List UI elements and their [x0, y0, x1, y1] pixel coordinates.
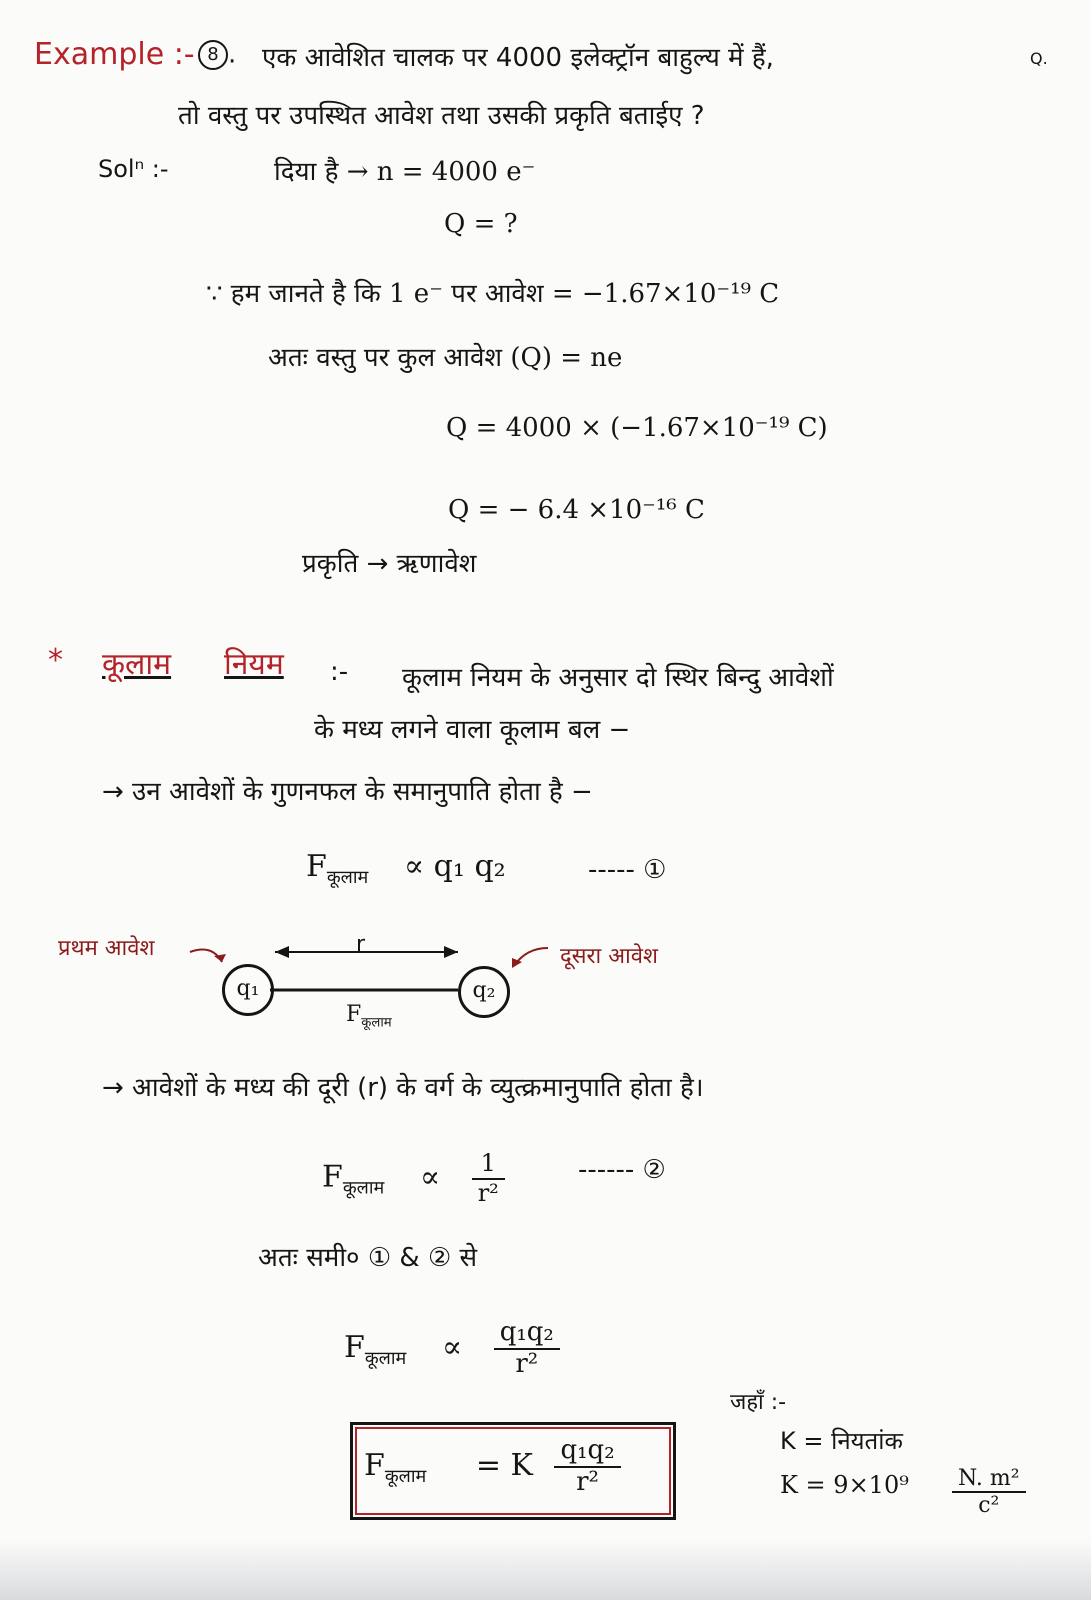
law-point2: → आवेशों के मध्य की दूरी (r) के वर्ग के व्युत्क्रमानुपाति होता है। — [102, 1073, 704, 1103]
eq1: $F_{कूलाम} \propto q_1$ q₂ — [306, 849, 506, 888]
given-line: दिया है → n = 4000 e⁻ — [274, 157, 536, 187]
charge-q1: q₁ — [222, 964, 274, 1016]
eq1-tag: ----- ① — [588, 855, 667, 885]
diagram-force-label: $F_{कूलाम}$ — [346, 1002, 392, 1031]
distance-arrow-left-head — [275, 946, 289, 958]
example-label: Example :- — [34, 37, 195, 72]
star-mark: * — [48, 643, 63, 678]
distance-label: r — [356, 932, 366, 957]
step1-line: Q = 4000 × (−1.67×10⁻¹⁹ C) — [446, 413, 828, 443]
page-bottom-shadow — [0, 1540, 1091, 1600]
eq2: $F_{कूलाम}$ ∝ $\frac{1}{\text{r²}}$ — [322, 1150, 505, 1207]
second-charge-label: दूसरा आवेश — [560, 944, 658, 969]
section-title-sep: :- — [330, 657, 349, 687]
known-line: ∵ हम जानते है कि 1 e⁻ पर आवेश = −1.67×10⁻¹⁹ C — [206, 279, 780, 309]
example-question-line1: एक आवेशित चालक पर 4000 इलेक्ट्रॉन बाहुल्य में हैं, — [262, 43, 774, 73]
k-unit: $\frac{\text{N. m²}}{\text{c²}}$ — [952, 1466, 1026, 1519]
eq3: $F_{कूलाम}$ ∝ $\frac{\text{q₁q₂}}{\text{r²}}$ — [344, 1318, 560, 1380]
law-point1: → उन आवेशों के गुणनफल के समानुपाति होता है − — [102, 777, 593, 807]
k-definition: K = नियतांक — [780, 1427, 903, 1455]
solution-label: Solⁿ :- — [98, 155, 169, 183]
section-title-word2: नियम — [224, 647, 284, 682]
section-title-word1: कूलाम — [102, 647, 172, 682]
step2-line: Q = − 6.4 ×10⁻¹⁶ C — [448, 495, 705, 525]
eq2-tag: ------ ② — [578, 1155, 666, 1185]
first-charge-label: प्रथम आवेश — [58, 936, 155, 961]
k-value: K = 9×10⁹ — [780, 1471, 909, 1499]
find-line: Q = ? — [444, 209, 518, 239]
charge-q2: q₂ — [458, 966, 510, 1018]
where-label: जहाँ :- — [730, 1390, 787, 1415]
example-question-line2: तो वस्तु पर उपस्थित आवेश तथा उसकी प्रकृति बताईए ? — [178, 101, 705, 131]
distance-arrow-right-head — [444, 946, 458, 958]
law-intro-line2: के मध्य लगने वाला कूलाम बल − — [314, 715, 631, 745]
example-number: 8 . — [198, 40, 236, 70]
margin-mark: Q. — [1030, 49, 1048, 68]
nature-line: प्रकृति → ऋणावेश — [302, 549, 477, 579]
law-intro-line1: कूलाम नियम के अनुसार दो स्थिर बिन्दु आवेशों — [402, 663, 834, 693]
combine-line: अतः समी० ① & ② से — [258, 1243, 478, 1273]
formula-line: अतः वस्तु पर कुल आवेश (Q) = ne — [268, 343, 623, 373]
final-equation: $F_{कूलाम} = K$ $\frac{\text{q₁q₂}}{\text{r²}}$ — [364, 1436, 621, 1498]
